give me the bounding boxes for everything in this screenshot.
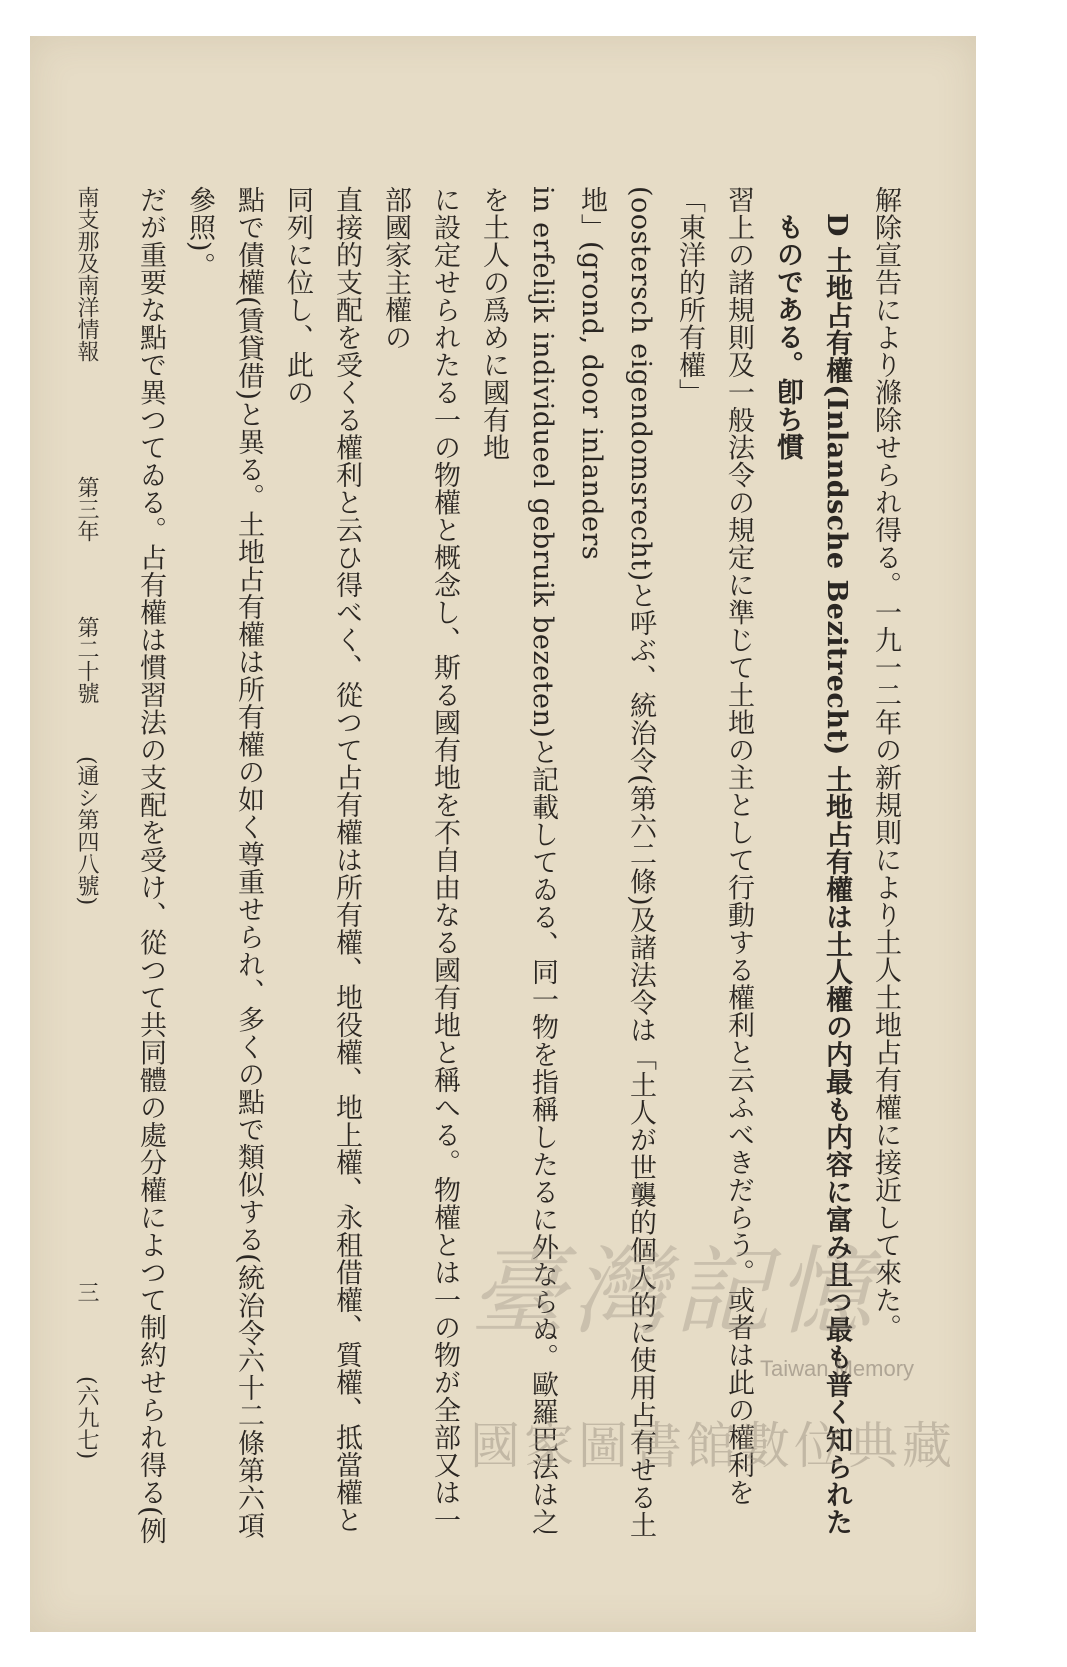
text-line: (oostersch eigendomsrecht)と呼ぶ、統治令(第六二條)及諸法令は「土人が世襲的個人的に使用占有せる土地」(grond, door inlanders xyxy=(576,186,656,1539)
archive-watermark xyxy=(470,1216,990,1476)
text-line: だが重要な點で異つてゐる。占有權は慣習法の支配を受け、從つて共同體の處分權によつて制約せられ得る(例 xyxy=(135,186,166,1545)
watermark-english-text: Taiwan Memory xyxy=(760,1356,915,1381)
issue-number: 第二十號 xyxy=(74,616,99,704)
watermark-chinese-text: 國家圖書館數位典藏 xyxy=(470,1417,956,1475)
scanned-page xyxy=(30,36,976,1632)
publication-title: 南支那及南洋情報 xyxy=(74,186,99,362)
text-line: に設定せられたる一の物權と概念し、斯る國有地を不自由なる國有地と稱へる。物權とは一の物が全部又は一部國家主權の xyxy=(380,186,460,1534)
text-line: in erfelijk individueel gebruik bezeten)と記載してゐる、同一物を指稱したるに外ならぬ。歐羅巴法は之を土人の爲めに國有地 xyxy=(478,186,558,1536)
text-line: 點で債權(賃貸借)と異る。土地占有權は所有權の如く尊重せられ、多くの點で類似する(統治令六十二條第六項參照)。 xyxy=(184,186,264,1540)
section-heading-line: D 土地占有權(Inlandsche Bezitrecht) 土地占有權は土人權の内最も内容に富み且つ最も普く知られたものである。卽ち慣 xyxy=(772,213,852,1536)
text-line: 直接的支配を受くる權利と云ひ得べく、從つて占有權は所有權、地役權、地上權、永租借權、質權、抵當權と同列に位し、此の xyxy=(282,186,362,1534)
page-number-total: (六九七) xyxy=(74,1376,99,1460)
text-line: 解除宣告により滌除せられ得る。一九一二年の新規則により土人土地占有權に接近して來た。 xyxy=(870,186,901,1341)
watermark-script-text: 臺灣記憶 xyxy=(470,1236,878,1348)
text-line: 習上の諸規則及一般法令の規定に準じて土地の主として行動する權利と云ふべきだらう。或者は此の權利を「東洋的所有權」 xyxy=(674,186,754,1506)
page-footer xyxy=(52,186,102,1536)
volume-year: 第三年 xyxy=(74,476,99,542)
page-number-local: 三 xyxy=(74,1281,99,1303)
serial-number: (通シ第四八號) xyxy=(74,756,99,906)
